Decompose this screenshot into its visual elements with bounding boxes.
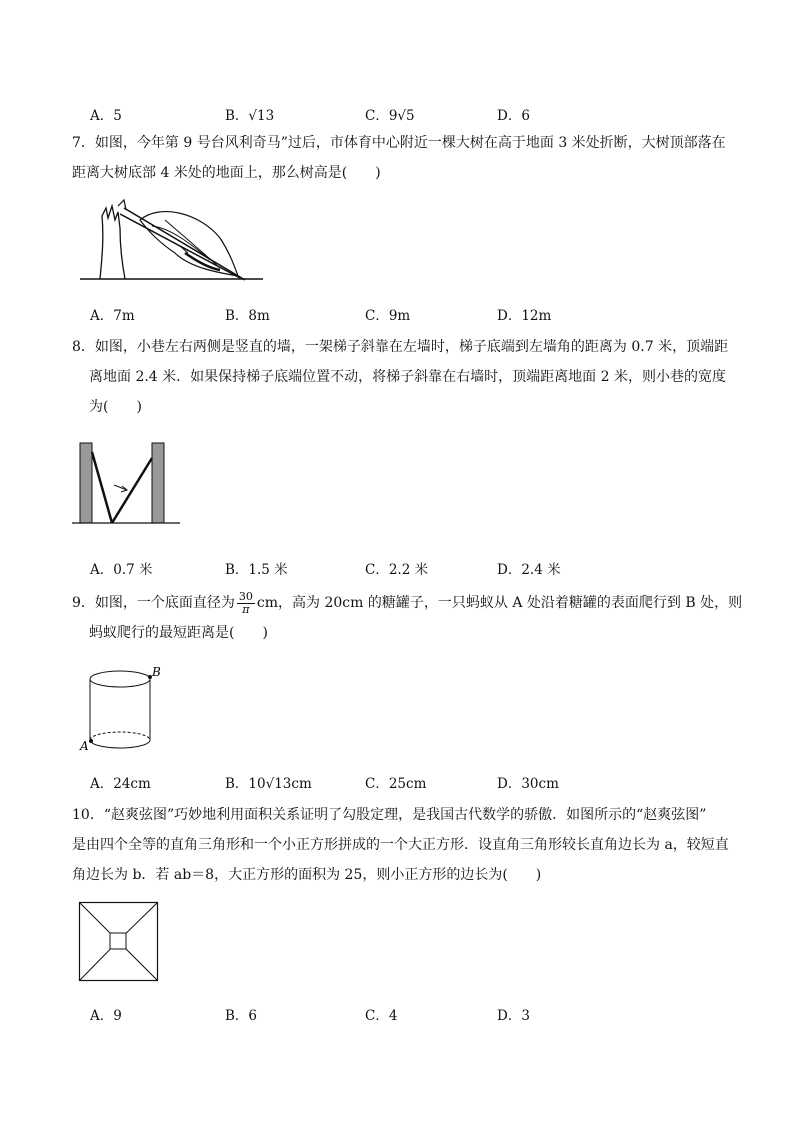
- q9-line-1: 9．如图，一个底面直径为 $\frac{30}{\pi}$ cm，高为 20cm 的糖罐子，一只蚂蚁从 A 处沿着糖罐的表面爬行到 B 处，则: [72, 589, 743, 616]
- q9-cylinder-figure: [78, 664, 178, 754]
- q10-option-c: C．4: [365, 1008, 398, 1024]
- q7-broken-tree-figure: [80, 198, 265, 283]
- q9-option-b: B．10√13cm: [225, 776, 312, 792]
- q10-line-1: 10．“赵爽弦图”巧妙地利用面积关系证明了勾股定理，是我国古代数学的骄傲．如图所示的“赵爽弦图”: [72, 807, 707, 823]
- q7-option-d: D．12m: [497, 308, 552, 324]
- q7-line-2: 距离大树底部 4 米处的地面上，那么树高是( ): [72, 165, 381, 181]
- q9-option-d: D．30cm: [497, 776, 559, 792]
- q8-option-a: A．0.7 米: [90, 562, 153, 578]
- q9-option-a: A．24cm: [90, 776, 151, 792]
- q9-diameter-fraction: $\frac{30}{\pi}$: [238, 589, 253, 616]
- q10-option-a: A．9: [90, 1008, 122, 1024]
- q7-option-a: A．7m: [90, 308, 135, 324]
- q7-option-b: B．8m: [225, 308, 270, 324]
- q9-label-a: A: [80, 739, 89, 753]
- q10-option-b: B．6: [225, 1008, 258, 1024]
- q8-line-3: 为( ): [89, 399, 142, 415]
- q6-option-a: A．5: [90, 108, 122, 124]
- q10-zhao-shuang-diagram: [79, 902, 159, 982]
- q9-line-2: 蚂蚁爬行的最短距离是( ): [89, 625, 268, 641]
- question-9: [72, 588, 743, 648]
- q10-line-3: 角边长为 b．若 ab＝8，大正方形的面积为 25，则小正方形的边长为( ): [72, 867, 542, 883]
- q6-option-c-value: 9√5: [388, 108, 415, 124]
- q9-label-b: B: [152, 665, 161, 679]
- q6-option-b: B．√13: [225, 108, 275, 124]
- q8-option-b: B．1.5 米: [225, 562, 288, 578]
- q9-option-c: C．25cm: [365, 776, 427, 792]
- q8-line-1: 8．如图，小巷左右两侧是竖直的墙，一架梯子斜靠在左墙时，梯子底端到左墙角的距离为 0.7 米，顶端距: [72, 339, 729, 355]
- q6-option-b-value: √13: [248, 108, 275, 124]
- q8-option-d: D．2.4 米: [497, 562, 561, 578]
- q8-option-c: C．2.2 米: [365, 562, 429, 578]
- q10-option-d: D．3: [497, 1008, 530, 1024]
- question-10: [72, 800, 732, 890]
- q8-line-2: 离地面 2.4 米．如果保持梯子底端位置不动，将梯子斜靠在右墙时，顶端距离地面 2 米，则小巷的宽度: [89, 369, 726, 385]
- q8-alley-ladder-figure: [72, 440, 182, 526]
- q7-line-1: 7．如图，今年第 9 号台风利奇马”过后，市体育中心附近一棵大树在高于地面 3 米处折断，大树顶部落在: [72, 135, 726, 151]
- q6-option-c: C．9√5: [365, 108, 415, 124]
- q6-option-d: D．6: [497, 108, 530, 124]
- question-8: [72, 332, 732, 422]
- q10-line-2: 是由四个全等的直角三角形和一个小正方形拼成的一个大正方形．设直角三角形较长直角边长为 a，较短直: [72, 837, 729, 853]
- q7-option-c: C．9m: [365, 308, 411, 324]
- question-7: [72, 128, 732, 188]
